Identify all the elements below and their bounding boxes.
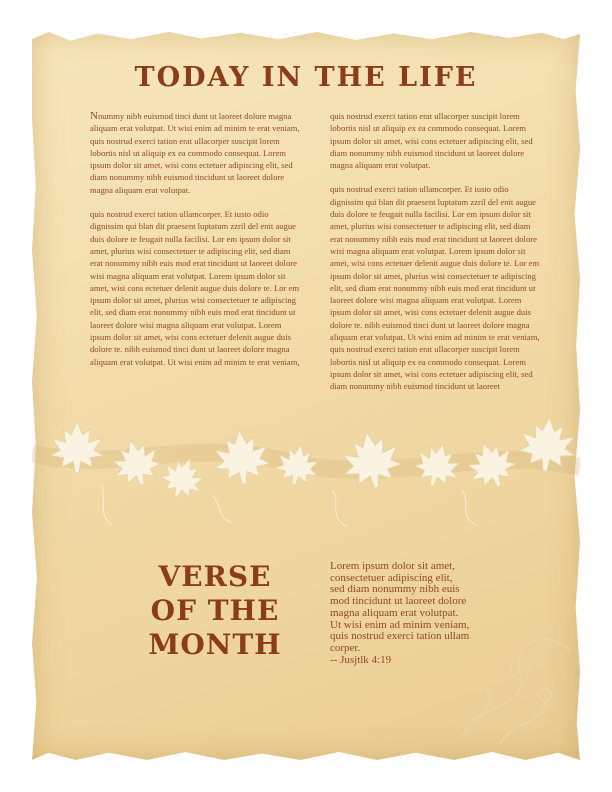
article-paragraph: quis nostrud exerci tation ullamcorper. Et iusto odio dignissim qui blan dit praesent luptatum zzril del enit augue duis dolore te feugait nulla facilisi. Lor em ipsum dolor sit amet, plurius wisi consectetuer te adipiscing elit, sed diam erat nonummy nibh euis mod erat tincidunt ut laoreet dolore wisi magna aliquam erat volutpat. Lorem ipsum dolor sit amet, wisi cons ectetuer delenit augue duis dolore te. Lor em ipsum dolor sit amet, plurius wisi consectetuer te adipiscing elit, sed diam erat nonummy nibh euis mod erat tincidunt ut laoreet dolore wisi magna aliquam erat volutpat. Lorem ipsum dolor sit amet, wisi cons ectetuer delenit augue duis dolore te. nibh euismod tinci dunt ut laoreet dolore magna aliquam erat volutpat. Ut wisi enim ad minim te erat veniam, — [90, 209, 300, 367]
verse-line: consectetuer adipiscing elit, — [330, 571, 453, 584]
maple-leaf-icon — [461, 435, 521, 494]
maple-leaf-border — [32, 405, 580, 535]
article-paragraph — [90, 110, 302, 196]
article-paragraph: quis nostrud exerci tation ullamcorper. Et iusto odio dignissim qui blan dit praesent luptatum zzril del enit augue duis dolore te feugait nulla facilisi. Lor em ipsum dolor sit amet, plurius wisi consectetuer te adipiscing elit, sed diam erat nonummy nibh euis mod erat tincidunt ut laoreet dolore wisi magna aliquam erat volutpat. Lorem ipsum dolor sit amet, wisi cons ectetuer delenit augue duis dolore te. Lor em ipsum dolor sit amet, plurius wisi consectetuer te adipiscing elit, sed diam erat nonummy nibh euis mod erat tincidunt ut laoreet dolore wisi magna aliquam erat volutpat. Lorem ipsum dolor sit amet, wisi cons ectetuer delenit augue duis dolore te. nibh euismod tinci dunt ut laoreet dolore magna aliquam erat volutpat. Ut wisi enim ad minim te erat veniam, quis nostrud exerci tation erat ullacorper suscipit lorem lobortis nisl ut aliquip ex ea commodo consequat. Lorem ipsum dolor sit amet, wisi cons ectetuer adipiscing elit, sed diam nonummy nibh euismod tincidunt ut laoreet — [330, 184, 540, 392]
verse-line: mod tincidunt ut laoreet dolore — [330, 595, 467, 608]
article-column-right — [330, 110, 542, 405]
article-column-left — [90, 110, 302, 380]
verse-heading-line: MONTH — [148, 628, 282, 661]
verse-line: sed diam nonummy nibh euis — [330, 583, 460, 596]
maple-leaf-icon — [410, 438, 464, 491]
verse-line: quis nostrud exerci tation ullam — [330, 630, 470, 643]
article-paragraph: quis nostrud exerci tation erat ullacorper suscipit lorem lobortis nisl ut aliquip ex ea commodo consequat. Lorem ipsum dolor sit amet, wisi cons ectetuer adipiscing elit, sed diam nonummy nibh euismod tincidunt ut laoreet dolore magna aliquam erat volutpat. — [330, 111, 533, 171]
maple-leaf-icon — [107, 434, 165, 491]
verse-line: magna aliquam erat volutpat. — [330, 606, 459, 619]
drop-cap: N — [90, 110, 98, 122]
verse-line: corper. — [330, 641, 361, 654]
swirl-ornament-icon — [440, 600, 580, 750]
paragraph-text: nummy nibh euismod tinci dunt ut laoreet dolore magna aliquam erat volutpat. Ut wisi enim ad minim te erat veniam, quis nostrud exerci tation erat ullacorper suscipit lorem lobortis nisl ut aliquip ex ea commodo consequat. Lorem ipsum dolor sit amet, wisi cons ectetuer adipiscing elit, sed diam nonummy nibh euismod tincidunt ut laoreet dolore magna aliquam erat volutpat. — [90, 111, 300, 195]
verse-heading-line: VERSE — [158, 560, 272, 593]
verse-heading — [120, 560, 310, 662]
verse-reference: -- Jusjtlk 4:19 — [330, 653, 392, 666]
verse-line: Ut wisi enim ad minim veniam, — [330, 618, 470, 631]
page-title: TODAY IN THE LIFE — [134, 62, 478, 93]
verse-line: Lorem ipsum dolor sit amet, — [330, 560, 455, 572]
verse-heading-line: OF THE — [150, 594, 280, 627]
